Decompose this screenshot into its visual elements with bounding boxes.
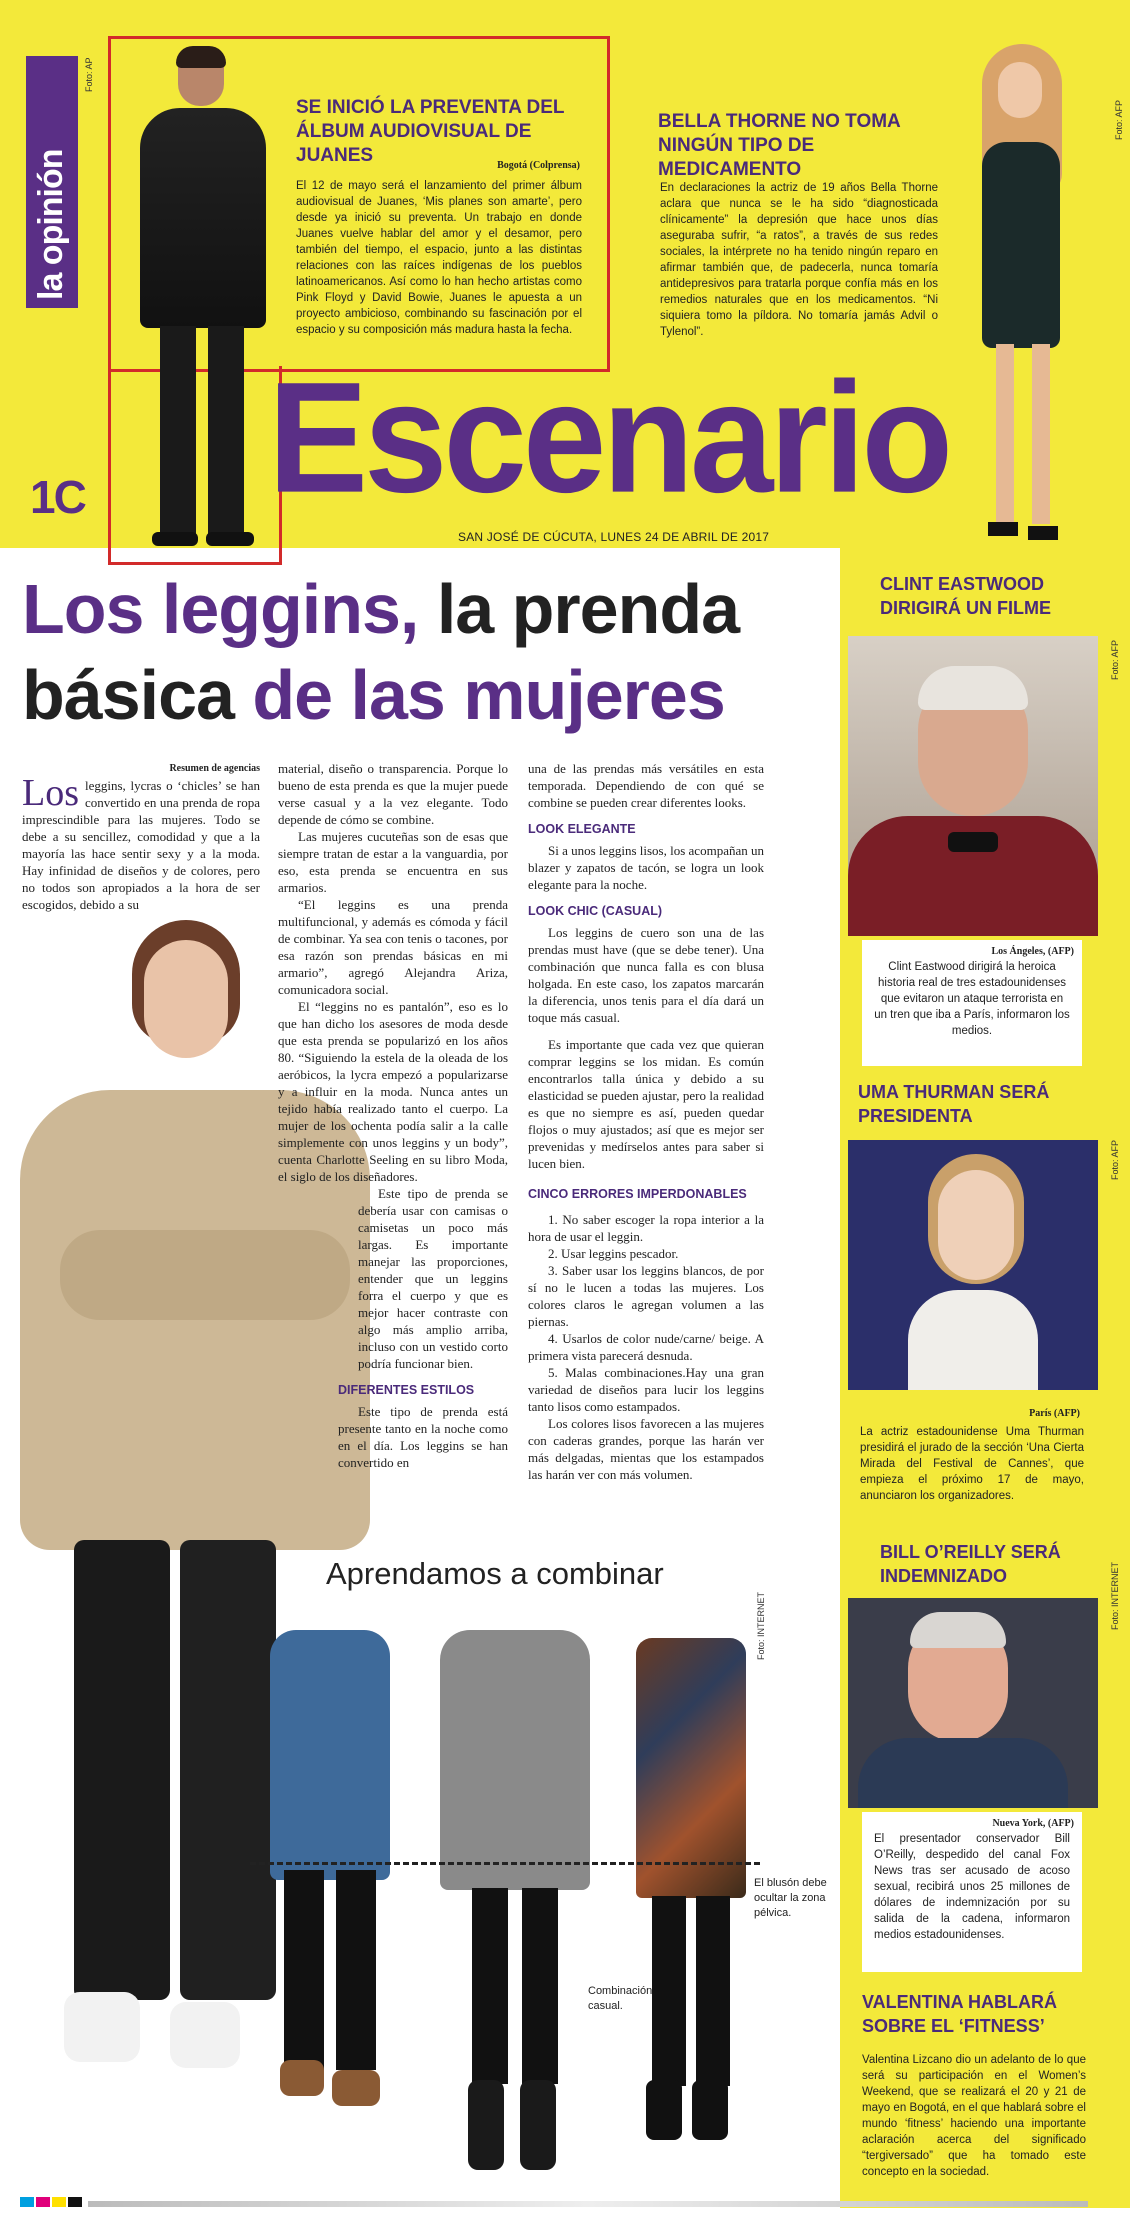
main-headline (22, 566, 842, 738)
paragraph: El “leggins no es pantalón”, eso es lo que han dicho los asesores de moda desde que esta prenda se popularizó en los años 80. “Siguiendo la estela de la oleada de los aeróbicos, la lycra empezó a popularizarse y a influir en la moda. Nunca antes un tejido había realizado tanto el cuerpo. La mujer de los ochenta podía salir a la calle simplemente con unos leggins y un body”, cuenta Charlotte Seeling en su libro Moda, el siglo de los diseñadores. (278, 999, 508, 1184)
thurman-headline: UMA THURMAN SERÁ PRESIDENTA (858, 1082, 1050, 1126)
thurman-body: La actriz estadounidense Uma Thurman presidirá el jurado de la sección ‘Una Cierta Mirada del Festival de Cannes’, que empieza el próximo 17 de mayo, anunciaron los organizadores. (860, 1426, 1084, 1502)
eastwood-byline: Los Ángeles, (AFP) (991, 946, 1074, 957)
oreilly-headline: BILL O’REILLY SERÁ INDEMNIZADO (880, 1542, 1061, 1586)
oreilly-byline: Nueva York, (AFP) (992, 1818, 1074, 1829)
headline-part: de las mujeres (252, 656, 725, 734)
juanes-byline: Bogotá (Colprensa) (497, 160, 580, 171)
eastwood-textbox (862, 940, 1082, 1066)
subheading: CINCO ERRORES IMPERDONABLES (528, 1187, 747, 1201)
eastwood-body: Clint Eastwood dirigirá la heroica historia real de tres estadounidenses que evitaron un ataque terrorista en un tren que iba a París, informaron los medios. (874, 961, 1070, 1037)
bella-headline: BELLA THORNE NO TOMA NINGÚN TIPO DE MEDICAMENTO (658, 111, 901, 180)
drop-cap: Los (22, 772, 79, 814)
headline-part: la prenda (436, 570, 740, 648)
bella-body: En declaraciones la actriz de 19 años Bella Thorne aclara que nunca se le ha sido “diagnosticada clínicamente” la depresión que hace unos días aseguraba sufrir, “a ratos”, a través de sus redes sociales, la intérprete no ha tenido ningún reparo en afirmar también que, de padecerla, nunca tomaría antidepresivos para tratarla porque confía más en los remedios naturales que en los medicamentos. “Ni siquiera tomo la píldora. No tomaría jamás Advil o Tylenol”. (660, 182, 938, 338)
article-column-3 (528, 760, 764, 1483)
headline-part: Los leggins, (22, 570, 419, 648)
headline-part: básica (22, 656, 234, 734)
article-byline: Resumen de agencias (169, 763, 260, 774)
article-column-2 (278, 760, 508, 1471)
logo-text: la opinión (32, 149, 70, 300)
oreilly-body: El presentador conservador Bill O’Reilly, despedido del canal Fox News tras ser acusado de acoso sexual, recibirá unos 25 millones de dólares de indemnización por su salida de la cadena, informaron medios estadounidenses. (874, 1833, 1070, 1941)
list-item: 5. Malas combinaciones.Hay una gran variedad de diseños para lucir los leggins tanto lisos como estampados. (528, 1365, 764, 1414)
photo-credit: Foto: AFP (1114, 99, 1124, 140)
thurman-photo (848, 1140, 1098, 1390)
list-item: 1. No saber escoger la ropa interior a la hora de usar el leggin. (528, 1212, 764, 1244)
paragraph: Los colores lisos favorecen a las mujeres con caderas grandes, porque las harán ver más delgadas, mientas que los estampados las harán ver con más volumen. (528, 1416, 764, 1482)
paragraph: Si a unos leggins lisos, los acompañan un blazer y zapatos de tacón, se logra un look elegante para la noche. (528, 843, 764, 892)
print-color-strip (20, 2194, 1110, 2206)
oreilly-textbox (862, 1812, 1082, 1972)
eastwood-headline: CLINT EASTWOOD DIRIGIRÁ UN FILME (880, 574, 1051, 618)
errors-list (528, 1211, 764, 1415)
paragraph: Los leggins de cuero son una de las prendas must have (que se debe tener). Una combinación que nunca falla es con blusa holgada. En este caso, los zapatos marcarán la diferencia, unos tenis para el día dará un toque más casual. (528, 925, 764, 1025)
section-number: 1C (30, 471, 85, 523)
photo-credit: Foto: INTERNET (1110, 1561, 1120, 1630)
juanes-photo (130, 46, 280, 556)
paragraph: Las mujeres cucuteñas son de esas que siempre tratan de estar a la vanguardia, por eso, esta prenda se encuentra en sus armarios. (278, 829, 508, 895)
paragraph: Es importante que cada vez que quieran comprar leggins se los midan. Es común encontrarlos talla única y debido a su elasticidad se pueden ajustar, pero la realidad es que no siempre es así, pueden quedar flojos o muy ajustados; así que es mejor ser prevenidas y medírselos antes para saber si lucen bien. (528, 1037, 764, 1171)
list-item: 2. Usar leggins pescador. (548, 1246, 679, 1261)
outfits-photo (260, 1620, 760, 2180)
valentina-headline: VALENTINA HABLARÁ SOBRE EL ‘FITNESS’ (862, 1992, 1057, 2036)
combine-note-casual: Combinación casual. (588, 1985, 653, 2012)
thurman-byline: París (AFP) (1029, 1408, 1080, 1419)
oreilly-photo (848, 1598, 1098, 1808)
paragraph: Este tipo de prenda está presente tanto en la noche como en el día. Los leggins se han convertido en (338, 1404, 508, 1470)
newspaper-logo (26, 56, 78, 308)
paragraph: “El leggins es una prenda multifuncional, y además es cómoda y fácil de combinar. Ya sea con tenis o tacones, por esa razón son prendas básicas en mi armario”, agregó Alejandra Ariza, comunicadora social. (278, 897, 508, 997)
paragraph: una de las prendas más versátiles en esta temporada. Dependiendo de con qué se combine se pueden crear diferentes looks. (528, 761, 764, 810)
eastwood-photo (848, 636, 1098, 936)
dateline: SAN JOSÉ DE CÚCUTA, LUNES 24 DE ABRIL DE 2017 (458, 530, 770, 544)
valentina-body: Valentina Lizcano dio un adelanto de lo que será su participación en el Women’s Weekend, que se realizará el 20 y 21 de mayo en Bogotá, en el que hablará sobre el mundo ‘fitness’ haciendo una importante aclaración acerca del significado “tergiversado” que ha tomado este concepto en la sociedad. (862, 2054, 1086, 2178)
bella-photo (960, 44, 1090, 556)
subheading: LOOK CHIC (CASUAL) (528, 904, 663, 918)
combine-note-hips: El blusón debe ocultar la zona pélvica. (754, 1877, 827, 1919)
juanes-headline: SE INICIÓ LA PREVENTA DEL ÁLBUM AUDIOVISUAL DE JUANES (296, 97, 565, 166)
list-item: 3. Saber usar los leggins blancos, de por sí no le lucen a todas las mujeres. Los colores claros le agregan volumen a las piernas. (528, 1263, 764, 1329)
paragraph: leggins, lycras o ‘chicles’ se han convertido en una prenda de ropa imprescindible para las mujeres. Todo se debe a su sencillez, comodidad y que a la mayoría las hace sentir sexy y a la moda. Hay infinidad de diseños y de colores, pero no todos son apropiados a la hora de ser escogidos, debido a su (22, 778, 260, 912)
paragraph: Este tipo de prenda se debería usar con camisas o camisetas un poco más largas. Es importante manejar las proporciones, entender que un leggins forra el cuerpo y que es mejor hacer contraste con algo más amplio arriba, incluso con un vestido corto podría funcionar bien. (358, 1186, 508, 1371)
photo-credit: Foto: AFP (1110, 639, 1120, 680)
photo-credit: Foto: AP (84, 57, 94, 92)
subheading: DIFERENTES ESTILOS (338, 1383, 475, 1397)
article-column-1 (22, 760, 260, 913)
subheading: LOOK ELEGANTE (528, 822, 636, 836)
paragraph: material, diseño o transparencia. Porque lo bueno de esta prenda es que la mujer puede verse casual y a la vez elegante. Todo depende de cómo se combine. (278, 761, 508, 827)
combine-title: Aprendamos a combinar (326, 1556, 664, 1591)
juanes-body: El 12 de mayo será el lanzamiento del primer álbum audiovisual de Juanes, ‘Mis planes son amarte’, pero desde ya inició su preventa. Un trabajo en donde Juanes vuelve hablar del amor y el desamor, pero también del tiempo, el espacio, junto a las distintas relaciones con las raíces indígenas de los pueblos latinoamericanos. Así como lo han hecho artistas como Pink Floyd y David Bowie, Juanes le apuesta a un proyecto ambicioso, combinando su fascinación por el espacio y su composición más madura hasta la fecha. (296, 180, 582, 336)
list-item: 4. Usarlos de color nude/carne/ beige. A primera vista parecerá desnuda. (528, 1331, 764, 1363)
photo-credit: Foto: AFP (1110, 1139, 1120, 1180)
section-masthead: Escenario (268, 348, 950, 526)
photo-credit: Foto: INTERNET (756, 1591, 766, 1660)
